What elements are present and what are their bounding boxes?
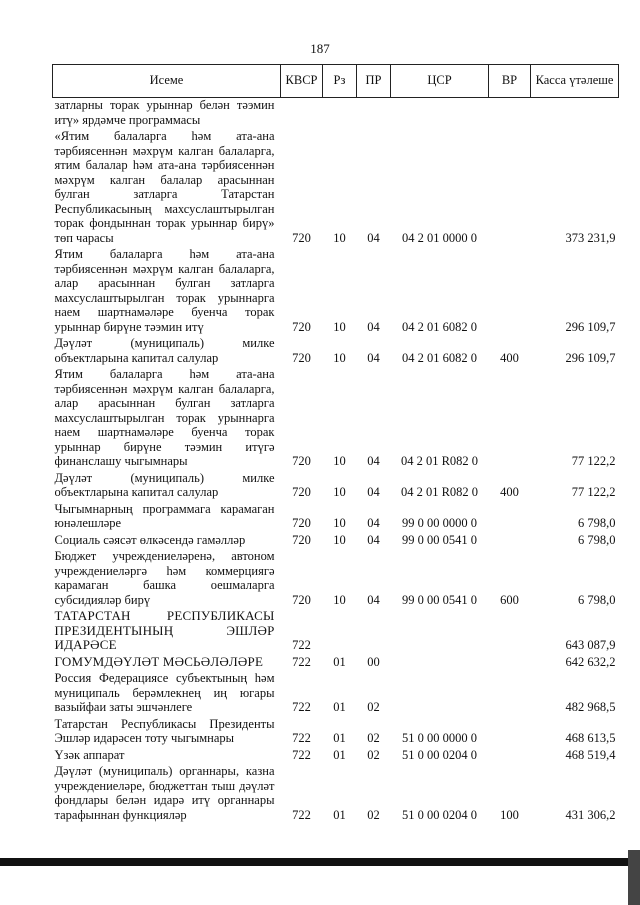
row-vr xyxy=(489,653,531,670)
row-vr xyxy=(489,669,531,715)
row-amount: 6 798,0 xyxy=(578,532,616,547)
row-vr xyxy=(489,98,531,128)
table-row xyxy=(53,746,619,763)
table-row xyxy=(53,715,619,746)
row-name: Ятим балаларга һәм ата-ана тәрбиясеннән мәхрүм калган балаларга, алар арасыннан булган затларга махсуслаштырылган торак урыннарга наем шартнамәләре буенча торак урыннар бирүне тәэмин итүгә финанслашу чыгымнары xyxy=(54,367,275,468)
row-pr: 04 xyxy=(367,516,380,530)
header-vr: ВР xyxy=(489,65,531,98)
row-csr xyxy=(391,669,489,715)
row-rz: 10 xyxy=(333,350,346,365)
row-pr xyxy=(357,607,391,653)
row-name: Чыгымнарның программага карамаган юнәлешләре xyxy=(54,501,275,530)
row-csr: 04 2 01 6082 0 xyxy=(402,319,477,334)
row-rz: 01 xyxy=(333,731,346,745)
header-rz: Рз xyxy=(323,65,357,98)
row-pr: 02 xyxy=(367,731,380,745)
row-amount: 373 231,9 xyxy=(565,230,616,245)
row-kvsr: 720 xyxy=(292,350,311,365)
row-rz: 10 xyxy=(333,592,346,607)
row-rz: 10 xyxy=(333,485,346,499)
row-pr: 00 xyxy=(367,654,380,669)
row-kvsr: 720 xyxy=(292,516,311,530)
row-vr: 100 xyxy=(500,807,519,822)
row-vr xyxy=(489,746,531,763)
row-pr: 02 xyxy=(367,807,380,822)
row-kvsr: 720 xyxy=(292,592,311,607)
row-csr: 99 0 00 0541 0 xyxy=(402,592,477,607)
header-pr: ПР xyxy=(357,65,391,98)
row-csr: 04 2 01 0000 0 xyxy=(402,230,477,245)
row-name: «Ятим балаларга һәм ата-ана тәрбиясеннән мәхрүм калган балаларга, ятим балалар һәм ата-ана тәрбиясеннән мәхрүм калган балалар арасыннан булган затларга Татарстан Республикасының махсуслаштырылган торак фондыннан торак урыннар бирү» төп чарасы xyxy=(54,129,275,245)
row-rz xyxy=(323,98,357,128)
row-rz: 01 xyxy=(333,654,346,669)
row-vr xyxy=(489,365,531,469)
row-kvsr: 720 xyxy=(292,454,311,468)
table-row xyxy=(53,365,619,469)
row-rz: 01 xyxy=(333,807,346,822)
page-number: 187 xyxy=(310,41,330,56)
table-row xyxy=(53,547,619,607)
row-pr: 04 xyxy=(367,230,380,245)
scan-edge-mark xyxy=(628,850,640,905)
row-kvsr: 720 xyxy=(292,230,311,245)
row-rz: 10 xyxy=(333,532,346,547)
row-kvsr: 722 xyxy=(292,654,311,669)
budget-execution-table xyxy=(52,64,619,822)
row-vr: 600 xyxy=(500,592,519,607)
row-csr: 99 0 00 0541 0 xyxy=(402,532,477,547)
table-row xyxy=(53,334,619,365)
row-csr xyxy=(391,653,489,670)
row-pr xyxy=(357,98,391,128)
row-name: Россия Федерациясе субъектының һәм муниципаль берәмлекнең иң югары вазыйфаи заты эшчәнлеге xyxy=(54,671,275,714)
row-csr: 04 2 01 R082 0 xyxy=(400,485,479,499)
table-row xyxy=(53,127,619,245)
row-amount: 77 122,2 xyxy=(571,454,616,468)
row-amount: 468 519,4 xyxy=(565,747,616,762)
row-vr: 400 xyxy=(500,485,519,499)
row-kvsr: 722 xyxy=(292,638,311,652)
scan-edge-bar xyxy=(0,858,640,866)
table-row-section xyxy=(53,653,619,670)
row-kvsr: 722 xyxy=(292,700,311,714)
row-csr xyxy=(391,98,489,128)
row-csr: 51 0 00 0204 0 xyxy=(402,807,477,822)
row-name: Үзәк аппарат xyxy=(54,747,125,762)
row-kvsr: 720 xyxy=(292,485,311,499)
table-row xyxy=(53,98,619,128)
row-kvsr: 720 xyxy=(292,319,311,334)
row-name: Дәүләт (муниципаль) органнары, казна учреждениеләре, бюджеттан тыш дәүләт фондлары белән идарә итү органнары тарафыннан функцияләр xyxy=(54,764,275,822)
row-rz: 10 xyxy=(333,230,346,245)
row-rz: 10 xyxy=(333,516,346,530)
row-csr: 99 0 00 0000 0 xyxy=(402,516,477,530)
row-pr: 04 xyxy=(367,454,380,468)
row-kvsr: 722 xyxy=(292,747,311,762)
row-vr xyxy=(489,607,531,653)
row-vr xyxy=(489,500,531,531)
row-vr xyxy=(489,531,531,548)
row-amount: 482 968,5 xyxy=(565,700,616,714)
row-kvsr: 722 xyxy=(292,731,311,745)
row-amount: 642 632,2 xyxy=(565,654,616,669)
row-csr: 04 2 01 R082 0 xyxy=(400,454,479,468)
row-csr: 51 0 00 0000 0 xyxy=(402,731,477,745)
row-rz: 01 xyxy=(333,747,346,762)
row-amount: 77 122,2 xyxy=(571,485,616,499)
table-header-row xyxy=(53,65,619,98)
table-row xyxy=(53,762,619,822)
row-name: ГОМУМДӘҮЛӘТ МӘСЬӘЛӘЛӘРЕ xyxy=(54,653,264,669)
header-kvsr: КВСР xyxy=(281,65,323,98)
row-name: Татарстан Республикасы Президенты Эшләр идарәсен тоту чыгымнары xyxy=(54,716,275,745)
row-csr: 04 2 01 6082 0 xyxy=(402,350,477,365)
row-amount: 643 087,9 xyxy=(565,638,616,652)
table-row xyxy=(53,500,619,531)
row-vr xyxy=(489,245,531,334)
row-vr: 400 xyxy=(500,350,519,365)
row-name: Дәүләт (муниципаль) милке объектларына капитал салулар xyxy=(54,470,275,499)
table-row xyxy=(53,245,619,334)
row-amount xyxy=(531,98,619,128)
header-name: Исеме xyxy=(53,65,281,98)
row-pr: 04 xyxy=(367,532,380,547)
row-name: Бюджет учреждениеләренә, автоном учреждениеләргә һәм коммерциягә карамаган башка оешмаларга субсидияләр бирү xyxy=(54,549,275,607)
row-rz: 01 xyxy=(333,700,346,714)
header-amount: Касса үтәлеше xyxy=(531,65,619,98)
row-vr xyxy=(489,127,531,245)
row-rz xyxy=(323,607,357,653)
table-row xyxy=(53,669,619,715)
row-kvsr: 722 xyxy=(292,807,311,822)
row-pr: 04 xyxy=(367,485,380,499)
row-pr: 02 xyxy=(367,747,380,762)
row-kvsr: 720 xyxy=(292,532,311,547)
table-row xyxy=(53,531,619,548)
row-name: затларны торак урыннар белән тәэмин итү» ярдәмче программасы xyxy=(54,98,275,127)
row-name: Ятим балаларга һәм ата-ана тәрбиясеннән мәхрүм калган балаларга, алар арасыннан булган затларга махсуслаштырылган торак урыннарга наем шартнамәләре буенча торак урыннар бирүне тәэмин итү xyxy=(54,247,275,334)
row-name: ТАТАРСТАН РЕСПУБЛИКАСЫ ПРЕЗИДЕНТЫНЫҢ ЭШЛӘР ИДАРӘСЕ xyxy=(54,608,275,652)
row-amount: 6 798,0 xyxy=(578,516,616,530)
row-name: Дәүләт (муниципаль) милке объектларына капитал салулар xyxy=(54,336,275,365)
row-rz: 10 xyxy=(333,454,346,468)
row-pr: 04 xyxy=(367,319,380,334)
row-vr xyxy=(489,715,531,746)
row-rz: 10 xyxy=(333,319,346,334)
row-pr: 04 xyxy=(367,350,380,365)
row-csr: 51 0 00 0204 0 xyxy=(402,747,477,762)
row-amount: 431 306,2 xyxy=(565,807,616,822)
row-csr xyxy=(391,607,489,653)
row-pr: 04 xyxy=(367,592,380,607)
row-name: Социаль сәясәт өлкәсендә гамәлләр xyxy=(54,532,246,547)
table-row-department xyxy=(53,607,619,653)
row-kvsr xyxy=(281,98,323,128)
row-amount: 468 613,5 xyxy=(565,731,616,745)
table-row xyxy=(53,469,619,500)
row-pr: 02 xyxy=(367,700,380,714)
row-amount: 296 109,7 xyxy=(565,319,616,334)
row-amount: 6 798,0 xyxy=(578,592,616,607)
header-csr: ЦСР xyxy=(391,65,489,98)
row-amount: 296 109,7 xyxy=(565,350,616,365)
